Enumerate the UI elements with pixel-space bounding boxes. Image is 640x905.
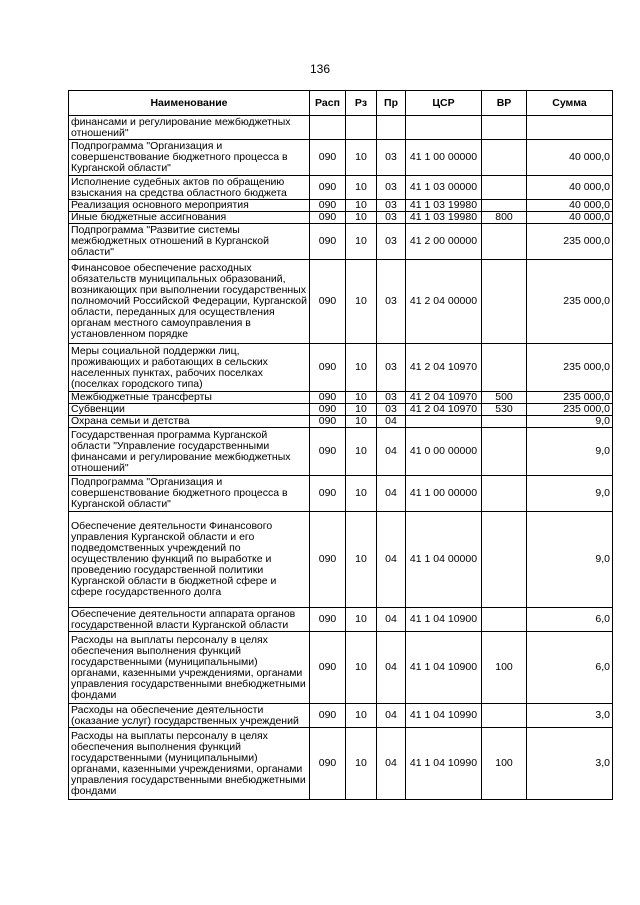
row-sum-cell: 6,0 [527, 608, 613, 632]
table-row [69, 476, 613, 512]
row-csr-cell: 41 1 04 10900 [406, 632, 482, 704]
row-rasp-cell [310, 116, 346, 140]
row-name-cell: Расходы на обеспечение деятельности (оказание услуг) государственных учреждений [69, 704, 310, 728]
row-pr-cell: 03 [377, 392, 406, 404]
row-rasp-cell: 090 [310, 212, 346, 224]
table-row [69, 260, 613, 344]
row-name-cell: Государственная программа Курганской области "Управление государственными финансами и регулирование межбюджетных отношений" [69, 428, 310, 476]
row-pr-cell: 04 [377, 476, 406, 512]
row-name-cell: Иные бюджетные ассигнования [69, 212, 310, 224]
row-vr-cell [482, 512, 527, 608]
row-vr-cell [482, 176, 527, 200]
row-rz-cell: 10 [346, 728, 377, 800]
row-pr-cell: 03 [377, 140, 406, 176]
row-sum-cell: 235 000,0 [527, 392, 613, 404]
row-name-cell: Субвенции [69, 404, 310, 416]
row-sum-cell: 40 000,0 [527, 200, 613, 212]
row-sum-cell [527, 116, 613, 140]
row-vr-cell [482, 224, 527, 260]
row-csr-cell: 41 1 04 10990 [406, 728, 482, 800]
row-pr-cell: 03 [377, 224, 406, 260]
row-rasp-cell: 090 [310, 728, 346, 800]
row-pr-cell: 03 [377, 212, 406, 224]
header-vr: ВР [482, 91, 527, 116]
row-rz-cell: 10 [346, 392, 377, 404]
table-body [69, 116, 613, 800]
row-pr-cell: 03 [377, 404, 406, 416]
row-pr-cell: 04 [377, 704, 406, 728]
row-pr-cell: 03 [377, 176, 406, 200]
row-name-cell: Обеспечение деятельности Финансового управления Курганской области и его подведомственных учреждений по осуществлению функций по выработке и проведению государственной политики Курганской области в бюджетной сфере и сфере государственного долга [69, 512, 310, 608]
row-rasp-cell: 090 [310, 200, 346, 212]
row-csr-cell: 41 1 04 10990 [406, 704, 482, 728]
row-rasp-cell: 090 [310, 344, 346, 392]
table-row [69, 728, 613, 800]
row-pr-cell: 04 [377, 728, 406, 800]
row-csr-cell: 41 1 03 19980 [406, 212, 482, 224]
row-csr-cell: 41 2 04 00000 [406, 260, 482, 344]
table-row [69, 176, 613, 200]
row-csr-cell: 41 1 00 00000 [406, 140, 482, 176]
row-sum-cell: 235 000,0 [527, 404, 613, 416]
row-vr-cell: 500 [482, 392, 527, 404]
row-rz-cell: 10 [346, 428, 377, 476]
row-rz-cell: 10 [346, 176, 377, 200]
row-vr-cell: 100 [482, 632, 527, 704]
row-sum-cell: 40 000,0 [527, 140, 613, 176]
row-vr-cell: 530 [482, 404, 527, 416]
row-sum-cell: 40 000,0 [527, 176, 613, 200]
table-row [69, 200, 613, 212]
row-rz-cell: 10 [346, 704, 377, 728]
row-name-cell: Меры социальной поддержки лиц, проживающих и работающих в сельских населенных пунктах, рабочих поселках (поселках городского типа) [69, 344, 310, 392]
row-vr-cell [482, 416, 527, 428]
row-rasp-cell: 090 [310, 428, 346, 476]
row-sum-cell: 3,0 [527, 704, 613, 728]
row-rasp-cell: 090 [310, 632, 346, 704]
row-vr-cell [482, 200, 527, 212]
row-rz-cell: 10 [346, 224, 377, 260]
table-row [69, 416, 613, 428]
row-csr-cell [406, 416, 482, 428]
row-sum-cell: 9,0 [527, 512, 613, 608]
row-sum-cell: 3,0 [527, 728, 613, 800]
row-vr-cell [482, 116, 527, 140]
row-pr-cell [377, 116, 406, 140]
row-pr-cell: 04 [377, 416, 406, 428]
row-rz-cell: 10 [346, 512, 377, 608]
row-name-cell: Охрана семьи и детства [69, 416, 310, 428]
row-vr-cell [482, 260, 527, 344]
row-pr-cell: 04 [377, 608, 406, 632]
row-sum-cell: 9,0 [527, 428, 613, 476]
table-row [69, 392, 613, 404]
row-pr-cell: 03 [377, 200, 406, 212]
row-name-cell: Обеспечение деятельности аппарата органов государственной власти Курганской области [69, 608, 310, 632]
row-pr-cell: 03 [377, 344, 406, 392]
row-csr-cell [406, 116, 482, 140]
row-rz-cell: 10 [346, 140, 377, 176]
row-csr-cell: 41 2 04 10970 [406, 392, 482, 404]
row-rasp-cell: 090 [310, 704, 346, 728]
row-vr-cell [482, 428, 527, 476]
row-sum-cell: 40 000,0 [527, 212, 613, 224]
row-pr-cell: 03 [377, 260, 406, 344]
row-vr-cell [482, 476, 527, 512]
header-csr: ЦСР [406, 91, 482, 116]
header-pr: Пр [377, 91, 406, 116]
row-csr-cell: 41 2 04 10970 [406, 344, 482, 392]
header-rz: Рз [346, 91, 377, 116]
row-csr-cell: 41 2 00 00000 [406, 224, 482, 260]
row-vr-cell: 800 [482, 212, 527, 224]
row-rz-cell: 10 [346, 344, 377, 392]
row-vr-cell [482, 140, 527, 176]
row-csr-cell: 41 0 00 00000 [406, 428, 482, 476]
row-name-cell: Подпрограмма "Организация и совершенствование бюджетного процесса в Курганской области" [69, 476, 310, 512]
table-row [69, 608, 613, 632]
header-name: Наименование [69, 91, 310, 116]
row-name-cell: Реализация основного мероприятия [69, 200, 310, 212]
row-pr-cell: 04 [377, 632, 406, 704]
row-sum-cell: 235 000,0 [527, 260, 613, 344]
row-vr-cell [482, 608, 527, 632]
row-name-cell: Расходы на выплаты персоналу в целях обеспечения выполнения функций государственными (муниципальными) органами, казенными учреждениями, органами управления государственными внебюджетными фондами [69, 728, 310, 800]
row-rz-cell: 10 [346, 404, 377, 416]
row-csr-cell: 41 2 04 10970 [406, 404, 482, 416]
row-rasp-cell: 090 [310, 392, 346, 404]
row-pr-cell: 04 [377, 428, 406, 476]
table-row [69, 404, 613, 416]
header-rasp: Расп [310, 91, 346, 116]
row-sum-cell: 6,0 [527, 632, 613, 704]
row-vr-cell [482, 344, 527, 392]
row-sum-cell: 9,0 [527, 476, 613, 512]
table-row [69, 224, 613, 260]
table-row [69, 512, 613, 608]
row-rasp-cell: 090 [310, 260, 346, 344]
row-rasp-cell: 090 [310, 476, 346, 512]
table-row [69, 344, 613, 392]
table-row [69, 140, 613, 176]
row-rz-cell: 10 [346, 608, 377, 632]
row-name-cell: Подпрограмма "Развитие системы межбюджетных отношений в Курганской области" [69, 224, 310, 260]
row-rz-cell [346, 116, 377, 140]
row-rasp-cell: 090 [310, 608, 346, 632]
header-sum: Сумма [527, 91, 613, 116]
budget-table [68, 90, 613, 800]
row-csr-cell: 41 1 00 00000 [406, 476, 482, 512]
row-sum-cell: 235 000,0 [527, 344, 613, 392]
row-name-cell: Финансовое обеспечение расходных обязательств муниципальных образований, возникающих при выполнении государственных полномочий Российской Федерации, Курганской области, переданных для осуществления органам местного самоуправления в установленном порядке [69, 260, 310, 344]
table-row [69, 212, 613, 224]
row-rasp-cell: 090 [310, 224, 346, 260]
row-name-cell: Межбюджетные трансферты [69, 392, 310, 404]
table-row [69, 704, 613, 728]
row-vr-cell: 100 [482, 728, 527, 800]
row-rasp-cell: 090 [310, 140, 346, 176]
row-name-cell: Исполнение судебных актов по обращению взыскания на средства областного бюджета [69, 176, 310, 200]
row-csr-cell: 41 1 04 10900 [406, 608, 482, 632]
row-rz-cell: 10 [346, 200, 377, 212]
row-name-cell: Расходы на выплаты персоналу в целях обеспечения выполнения функций государственными (муниципальными) органами, казенными учреждениями, органами управления государственными внебюджетными фондами [69, 632, 310, 704]
row-name-cell: Подпрограмма "Организация и совершенствование бюджетного процесса в Курганской области" [69, 140, 310, 176]
row-rz-cell: 10 [346, 416, 377, 428]
row-name-cell: финансами и регулирование межбюджетных отношений" [69, 116, 310, 140]
table-row [69, 428, 613, 476]
row-rz-cell: 10 [346, 476, 377, 512]
row-pr-cell: 04 [377, 512, 406, 608]
row-sum-cell: 9,0 [527, 416, 613, 428]
row-csr-cell: 41 1 04 00000 [406, 512, 482, 608]
row-rasp-cell: 090 [310, 512, 346, 608]
table-row [69, 116, 613, 140]
row-rasp-cell: 090 [310, 416, 346, 428]
row-sum-cell: 235 000,0 [527, 224, 613, 260]
table-row [69, 632, 613, 704]
row-rasp-cell: 090 [310, 404, 346, 416]
row-csr-cell: 41 1 03 00000 [406, 176, 482, 200]
row-vr-cell [482, 704, 527, 728]
row-rz-cell: 10 [346, 260, 377, 344]
row-rz-cell: 10 [346, 212, 377, 224]
row-csr-cell: 41 1 03 19980 [406, 200, 482, 212]
page-number: 136 [309, 62, 331, 76]
row-rz-cell: 10 [346, 632, 377, 704]
table-header-row [69, 91, 613, 116]
row-rasp-cell: 090 [310, 176, 346, 200]
